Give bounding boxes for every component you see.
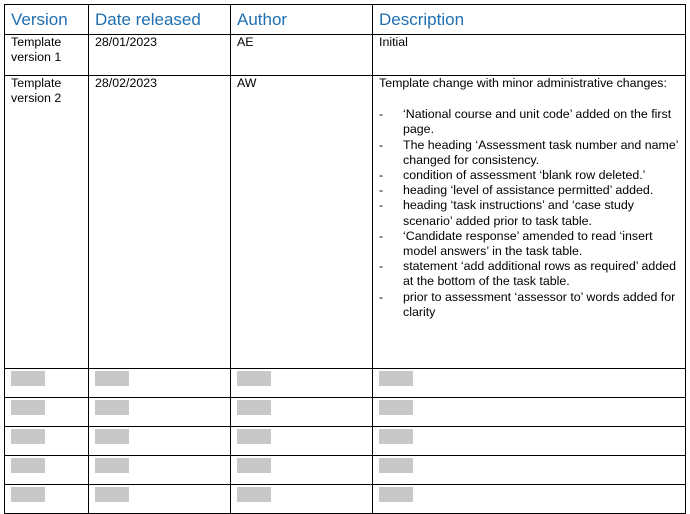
redacted-cell: [5, 485, 89, 514]
redaction-block: [11, 371, 45, 386]
redaction-block: [237, 429, 271, 444]
redacted-cell: [231, 485, 373, 514]
bullet-dash: -: [379, 168, 384, 183]
redacted-cell: [231, 427, 373, 456]
redacted-cell: [373, 398, 686, 427]
list-item: [379, 229, 679, 259]
redaction-block: [379, 400, 413, 415]
table-row: [5, 76, 686, 369]
redacted-cell: [89, 456, 231, 485]
redacted-cell: [5, 427, 89, 456]
header-author: Author: [231, 5, 373, 35]
redacted-cell: [231, 456, 373, 485]
redaction-block: [11, 400, 45, 415]
redaction-block: [95, 371, 129, 386]
header-description: Description: [373, 5, 686, 35]
list-item: [379, 138, 679, 168]
table-row: [5, 369, 686, 398]
header-version: Version: [5, 5, 89, 35]
redaction-block: [95, 429, 129, 444]
redacted-cell: [231, 369, 373, 398]
redaction-block: [237, 458, 271, 473]
description-cell: [373, 76, 686, 369]
table-row: [5, 398, 686, 427]
redaction-block: [379, 429, 413, 444]
redaction-block: [379, 458, 413, 473]
redaction-block: [11, 429, 45, 444]
header-date-released: Date released: [89, 5, 231, 35]
list-item: [379, 107, 679, 137]
list-item: [379, 168, 679, 183]
redacted-cell: [89, 427, 231, 456]
redaction-block: [11, 458, 45, 473]
redacted-cell: [89, 398, 231, 427]
description-cell: Initial: [373, 35, 686, 76]
table-header-row: [5, 5, 686, 35]
change-text: ‘National course and unit code’ added on the first page.: [403, 107, 672, 137]
version-history-table: [4, 4, 686, 514]
author-cell: AE: [231, 35, 373, 76]
author-cell: AW: [231, 76, 373, 369]
change-text: prior to assessment ‘assessor to’ words added for clarity: [403, 289, 676, 319]
redacted-cell: [89, 485, 231, 514]
bullet-dash: -: [379, 259, 384, 274]
change-text: statement ‘add additional rows as required’ added at the bottom of the task table.: [403, 259, 676, 289]
redaction-block: [237, 371, 271, 386]
table-row: [5, 456, 686, 485]
bullet-dash: -: [379, 107, 384, 122]
version-cell: Template version 2: [5, 76, 89, 369]
change-text: condition of assessment ‘blank row deleted.’: [403, 168, 646, 183]
redaction-block: [379, 371, 413, 386]
change-text: heading ‘task instructions’ and ‘case study scenario’ added prior to task table.: [403, 198, 634, 228]
change-text: The heading ‘Assessment task number and name’ changed for consistency.: [403, 137, 679, 167]
table-row: [5, 485, 686, 514]
bullet-dash: -: [379, 137, 384, 152]
list-item: [379, 183, 679, 198]
redacted-cell: [5, 456, 89, 485]
redacted-cell: [373, 456, 686, 485]
redacted-cell: [5, 369, 89, 398]
redaction-block: [95, 400, 129, 415]
change-text: heading ‘level of assistance permitted’ added.: [403, 183, 654, 198]
changes-list: [379, 107, 679, 320]
redaction-block: [237, 400, 271, 415]
redacted-cell: [373, 369, 686, 398]
date-cell: 28/02/2023: [89, 76, 231, 369]
redacted-cell: [231, 398, 373, 427]
version-cell: Template version 1: [5, 35, 89, 76]
list-item: [379, 198, 679, 228]
table-row: [5, 35, 686, 76]
bullet-dash: -: [379, 198, 384, 213]
bullet-dash: -: [379, 183, 384, 198]
bullet-dash: -: [379, 228, 384, 243]
redacted-cell: [89, 369, 231, 398]
list-item: [379, 290, 679, 320]
table-row: [5, 427, 686, 456]
description-intro: Template change with minor administrative changes:: [379, 76, 667, 90]
redacted-cell: [373, 427, 686, 456]
redacted-cell: [5, 398, 89, 427]
redaction-block: [95, 458, 129, 473]
date-cell: 28/01/2023: [89, 35, 231, 76]
bullet-dash: -: [379, 289, 384, 304]
redacted-cell: [373, 485, 686, 514]
list-item: [379, 259, 679, 289]
change-text: ‘Candidate response’ amended to read ‘insert model answers’ in the task table.: [403, 228, 653, 259]
